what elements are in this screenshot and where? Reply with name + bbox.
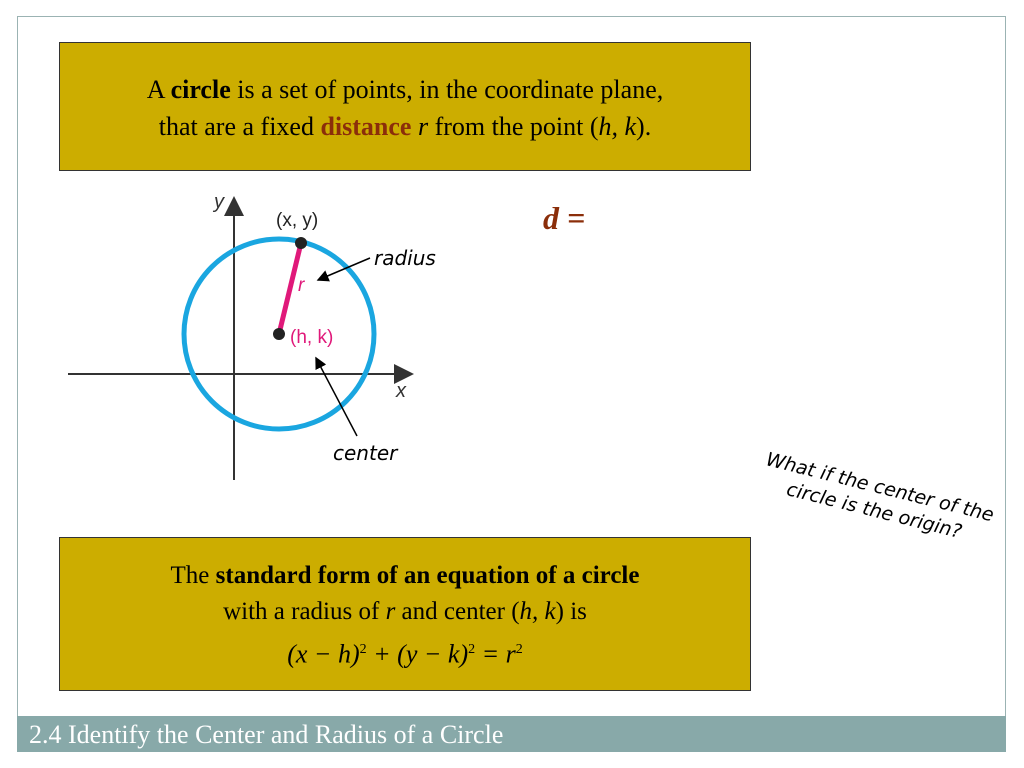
radius-annotation: radius [374,246,436,270]
definition-text: A [146,75,171,104]
circle-equation [60,632,750,673]
standard-form-line-1 [60,558,750,594]
definition-text: is a set of points, in the coordinate plane, [230,75,664,104]
equation-term-x: (x − h) [287,639,360,669]
variable-hk: h, k [598,112,637,141]
radius-variable-label: r [298,275,305,296]
y-axis-label: y [214,191,224,213]
point-xy-label: (x, y) [276,210,319,231]
standard-form-text: ) is [555,598,587,625]
handwritten-note: What if the center of the circle is the origin? [763,448,997,544]
center-coordinates-label: (h, k) [290,327,334,348]
standard-form-text: The [170,562,216,589]
definition-text: ). [636,112,652,141]
standard-form-line-2 [60,594,750,630]
variable-r: r [417,112,429,141]
variable-r: r [385,598,396,625]
equation-term-r: = r [475,639,516,669]
x-axis-label: x [396,380,406,402]
slide-footer-title: 2.4 Identify the Center and Radius of a Circle [17,716,1006,752]
equation-exponent: 2 [468,642,476,657]
term-distance: distance [320,112,412,141]
distance-formula-label: d = [543,200,586,236]
term-circle: circle [170,75,231,104]
variable-hk: h, k [519,598,556,625]
definition-text: that are a fixed [158,112,321,141]
definition-text: from the point ( [428,112,599,141]
standard-form-box [59,537,751,691]
center-annotation: center [333,441,398,465]
equation-term-y: + (y − k) [366,639,469,669]
radius-annotation-arrow [318,258,370,280]
equation-exponent: 2 [515,642,523,657]
standard-form-text: with a radius of [223,598,386,625]
equation-exponent: 2 [359,642,367,657]
standard-form-text: and center ( [395,598,520,625]
standard-form-term: standard form of an equation of a circle [215,562,640,589]
center-point [273,328,285,340]
circle-point [295,237,307,249]
